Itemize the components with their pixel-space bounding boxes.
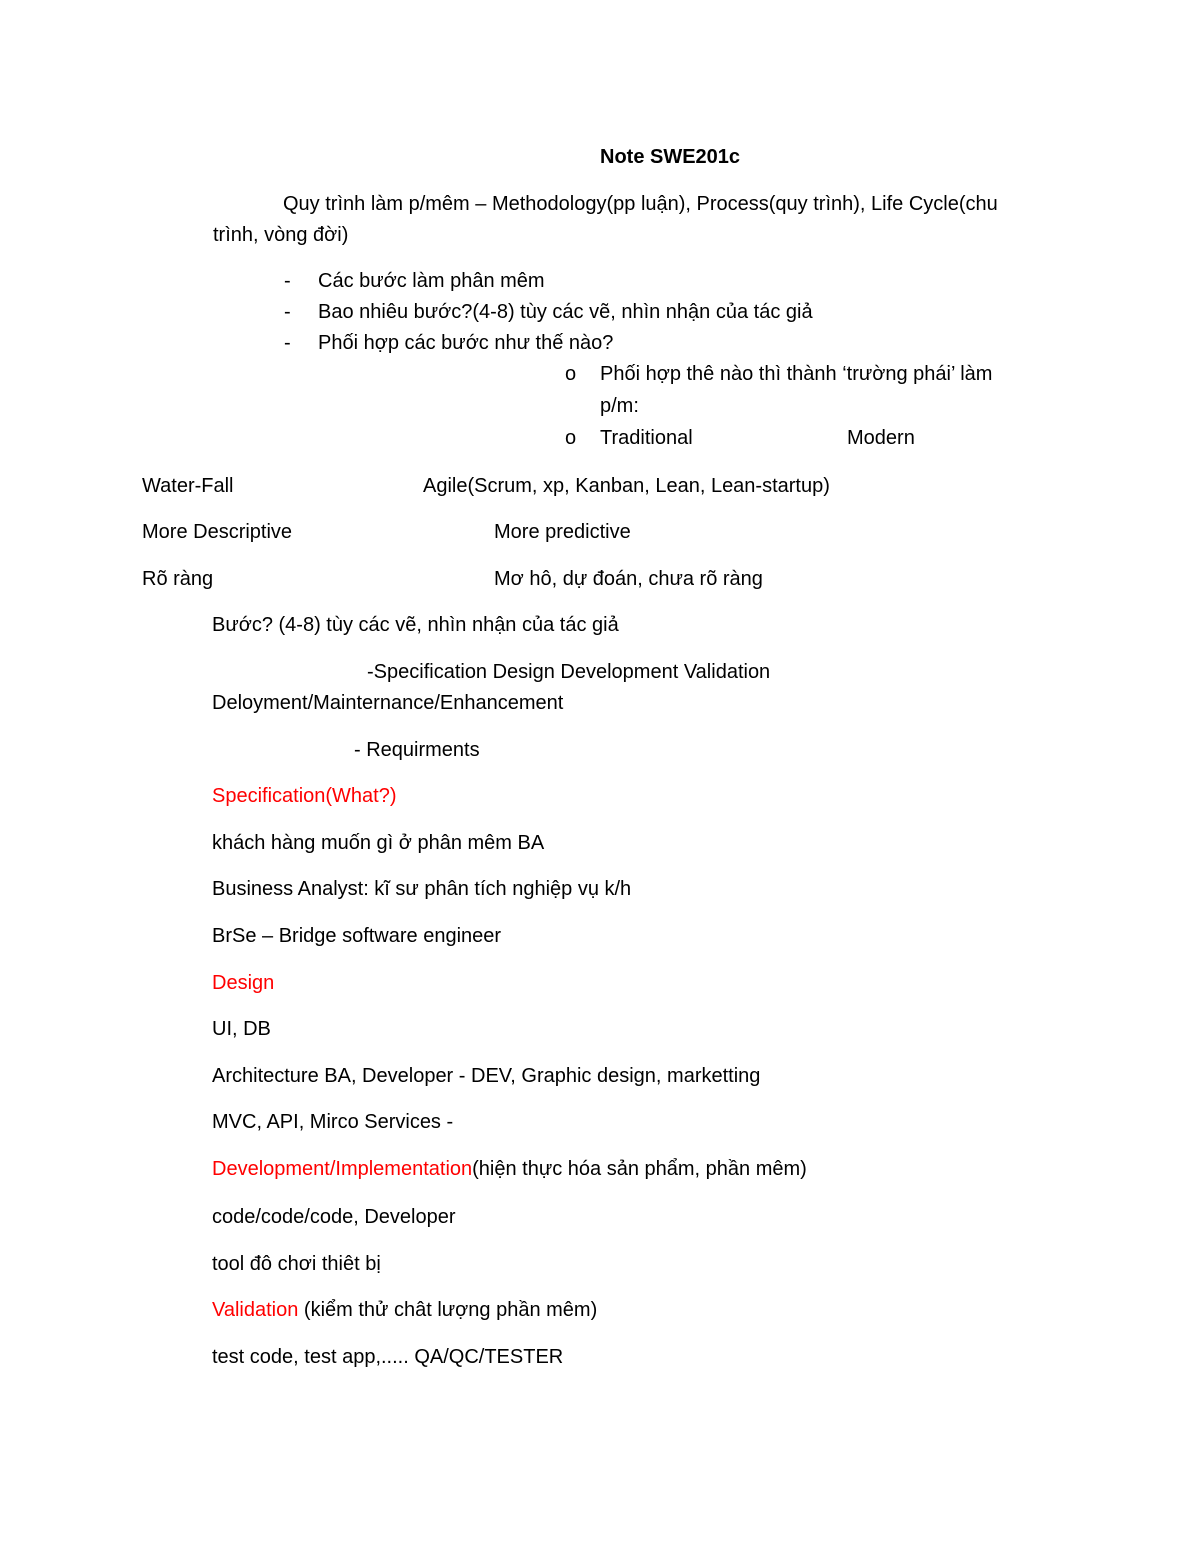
design-heading: Design: [212, 972, 275, 994]
circle-bullet-marker: o: [565, 427, 577, 449]
development-line-1: code/code/code, Developer: [212, 1206, 456, 1228]
sub-bullet-modern: Modern: [847, 427, 915, 449]
design-line-3: MVC, API, Mirco Services -: [212, 1111, 454, 1133]
compare-left-descriptive: More Descriptive: [142, 521, 293, 543]
bullet-item-count: Bao nhiêu bước?(4-8) tùy các vẽ, nhìn nhận của tác giả: [318, 301, 813, 323]
specification-line-1: khách hàng muốn gì ở phân mêm BA: [212, 832, 545, 854]
compare-right-agile: Agile(Scrum, xp, Kanban, Lean, Lean-startup): [423, 475, 830, 497]
validation-heading-suffix: (kiểm thử chât lượng phần mêm): [298, 1299, 598, 1321]
validation-heading-line: [212, 1298, 597, 1322]
bullet-item-combine: Phối hợp các bước như thế nào?: [318, 332, 614, 354]
intro-line-2: trình, vòng đời): [213, 224, 349, 246]
compare-left-clear: Rõ ràng: [142, 568, 214, 590]
development-heading-suffix: (hiện thực hóa sản phẩm, phần mêm): [472, 1158, 807, 1180]
dash-bullet-marker: -: [284, 332, 291, 354]
compare-right-predictive: More predictive: [494, 521, 631, 543]
sub-bullet-traditional: Traditional: [600, 427, 693, 449]
dash-bullet-marker: -: [284, 301, 291, 323]
sub-bullet-school-line-2: p/m:: [600, 395, 639, 417]
document-title: Note SWE201c: [600, 146, 741, 168]
compare-left-waterfall: Water-Fall: [142, 475, 234, 497]
validation-heading: Validation: [212, 1299, 299, 1321]
validation-line-1: test code, test app,..... QA/QC/TESTER: [212, 1346, 564, 1368]
development-line-2: tool đô chơi thiêt bị: [212, 1253, 381, 1275]
dash-bullet-marker: -: [284, 270, 291, 292]
development-heading: Development/Implementation: [212, 1158, 473, 1180]
bullet-item-steps: Các bước làm phân mêm: [318, 270, 545, 292]
specification-line-2: Business Analyst: kĩ sư phân tích nghiệp vụ k/h: [212, 878, 632, 900]
specification-heading: Specification(What?): [212, 785, 397, 807]
circle-bullet-marker: o: [565, 363, 577, 385]
intro-line-1: Quy trình làm p/mêm – Methodology(pp luận), Process(quy trình), Life Cycle(chu: [283, 193, 998, 215]
specification-line-3: BrSe – Bridge software engineer: [212, 925, 502, 947]
steps-list-line-1: -Specification Design Development Validation: [367, 661, 771, 683]
steps-list-line-2: Deloyment/Mainternance/Enhancement: [212, 692, 564, 714]
development-heading-line: [212, 1157, 807, 1181]
sub-bullet-school-line-1: Phối hợp thê nào thì thành ‘trường phái’ làm: [600, 363, 993, 385]
requirements-line: - Requirments: [354, 739, 480, 761]
design-line-2: Architecture BA, Developer - DEV, Graphic design, marketting: [212, 1065, 761, 1087]
steps-question: Bước? (4-8) tùy các vẽ, nhìn nhận của tác giả: [212, 614, 619, 636]
design-line-1: UI, DB: [212, 1018, 271, 1040]
compare-right-unclear: Mơ hô, dự đoán, chưa rõ ràng: [494, 568, 763, 590]
